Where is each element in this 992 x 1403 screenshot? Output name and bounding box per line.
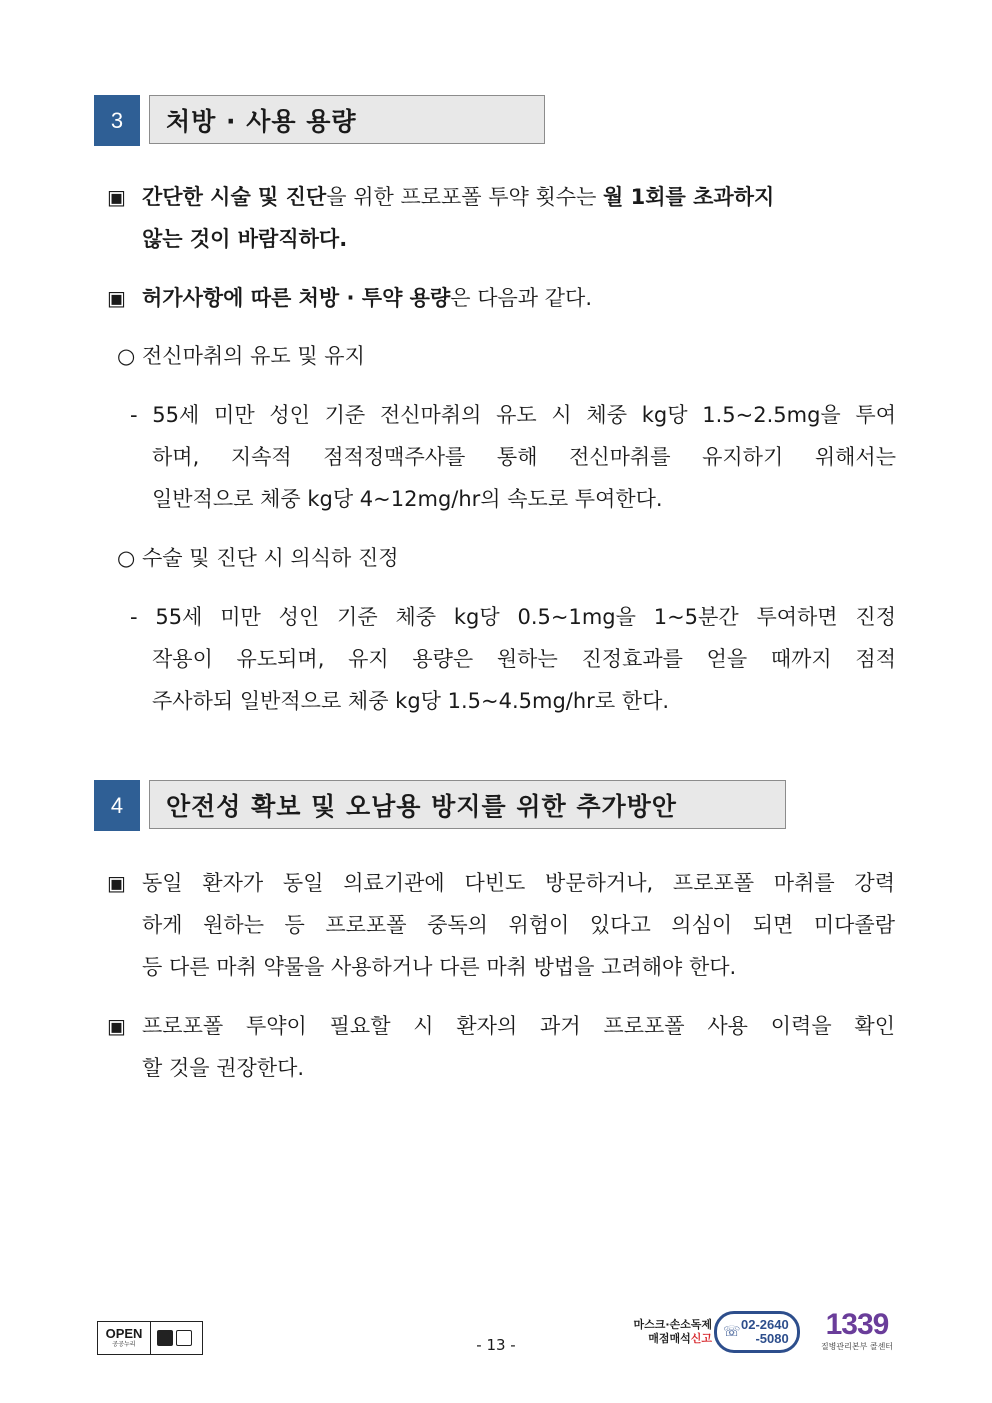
phone-badge <box>714 1311 800 1353</box>
bullet-symbol: ▣ <box>107 1014 126 1038</box>
phone-number-1: 02-2640 <box>741 1317 789 1332</box>
hotline-number: 1339 <box>825 1308 889 1341</box>
paragraph-cont: 않는 것이 바람직하다. <box>142 227 348 251</box>
bullet-symbol: ▣ <box>107 871 126 895</box>
section-title: 처방 · 사용 용량 <box>149 95 545 144</box>
open-logo-sub: 공공누리 <box>112 1341 136 1348</box>
bold-text: 월 1회를 초과하지 <box>603 185 775 209</box>
paragraph <box>142 176 895 218</box>
report-line2: 매점매석 <box>648 1332 691 1345</box>
report-line1: 마스크·손소독제 <box>633 1318 712 1331</box>
detail-line: - 55세 미만 성인 기준 체중 kg당 0.5~1mg을 1~5분간 투여하면 진정 <box>130 605 896 629</box>
bold-text: 허가사항에 따른 처방 · 투약 용량 <box>142 286 451 310</box>
report-red: 신고 <box>690 1332 712 1345</box>
detail-line: 작용이 유도되며, 유지 용량은 원하는 진정효과를 얻을 때까지 점적 <box>152 647 896 671</box>
paragraph <box>142 277 592 319</box>
paragraph-line: 할 것을 권장한다. <box>142 1056 305 1080</box>
bullet-symbol: ▣ <box>107 286 126 310</box>
text: 을 위한 프로포폴 투약 횟수는 <box>326 185 604 209</box>
sub-heading: ○ 전신마취의 유도 및 유지 <box>117 344 365 368</box>
hotline-label: 질병관리본부 콜센터 <box>820 1342 894 1351</box>
paragraph-line: 프로포폴 투약이 필요할 시 환자의 과거 프로포폴 사용 이력을 확인 <box>142 1014 895 1038</box>
section-title: 안전성 확보 및 오남용 방지를 위한 추가방안 <box>149 780 786 829</box>
detail-line: 일반적으로 체중 kg당 4~12mg/hr의 속도로 투여한다. <box>152 487 663 511</box>
section-4-header <box>94 780 786 831</box>
phone-icon: ☏ <box>723 1324 741 1340</box>
page-number: - 13 - <box>476 1336 516 1354</box>
text: 은 다음과 같다. <box>450 286 592 310</box>
paragraph-line: 하게 원하는 등 프로포폴 중독의 위험이 있다고 의심이 되면 미다졸람 <box>142 913 895 937</box>
bold-text: 간단한 시술 및 진단 <box>142 185 327 209</box>
detail-line: - 55세 미만 성인 기준 전신마취의 유도 시 체중 kg당 1.5~2.5mg을 투여 <box>130 403 896 427</box>
detail-line: 하며, 지속적 점적정맥주사를 통해 전신마취를 유지하기 위해서는 <box>152 445 896 469</box>
hotline-logo <box>812 1308 902 1352</box>
section-3-header <box>94 95 545 146</box>
report-banner <box>622 1318 712 1346</box>
section-number: 4 <box>94 780 140 831</box>
paragraph-line: 동일 환자가 동일 의료기관에 다빈도 방문하거나, 프로포폴 마취를 강력 <box>142 871 895 895</box>
detail-line: 주사하되 일반적으로 체중 kg당 1.5~4.5mg/hr로 한다. <box>152 689 670 713</box>
section-number: 3 <box>94 95 140 146</box>
phone-number-2: -5080 <box>755 1331 789 1346</box>
bullet-symbol: ▣ <box>107 185 126 209</box>
paragraph-line: 등 다른 마취 약물을 사용하거나 다른 마취 방법을 고려해야 한다. <box>142 955 737 979</box>
sub-heading: ○ 수술 및 진단 시 의식하 진정 <box>117 546 399 570</box>
open-logo-text: OPEN <box>105 1326 143 1341</box>
